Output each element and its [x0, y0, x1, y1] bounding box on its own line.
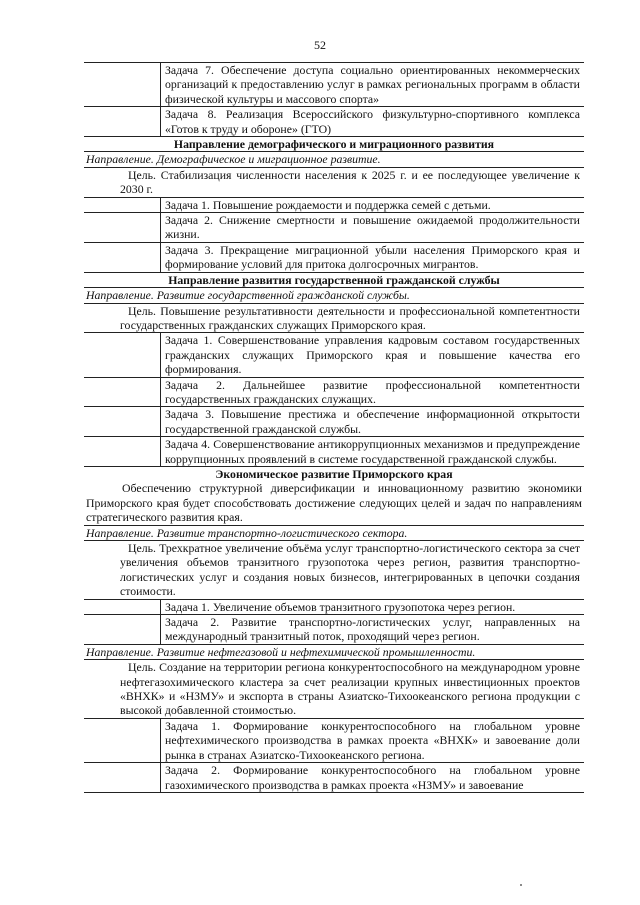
section-heading: Направление демографического и миграционного развития — [84, 137, 584, 152]
task-text: Задача 2. Снижение смертности и повышение ожидаемой продолжительности жизни. — [160, 213, 580, 242]
task-row — [84, 437, 584, 467]
scan-speck — [520, 884, 522, 886]
document-body — [84, 62, 584, 793]
task-text: Задача 1. Повышение рождаемости и поддержка семей с детьми. — [160, 198, 580, 212]
task-row — [84, 62, 584, 107]
task-row — [84, 378, 584, 408]
task-text: Задача 2. Развитие транспортно-логистических услуг, направленных на международный транзитный поток, проходящий через регион. — [160, 615, 580, 644]
task-text: Задача 7. Обеспечение доступа социально ориентированных некоммерческих организаций к предоставлению услуг в рамках региональных программ в области физической культуры и массового спорта» — [160, 63, 580, 106]
task-row — [84, 763, 584, 793]
task-row — [84, 719, 584, 763]
task-text: Задача 3. Повышение престижа и обеспечение информационной открытости государственной гражданской службы. — [160, 407, 580, 436]
task-text: Задача 4. Совершенствование антикоррупционных механизмов и предупреждение коррупционных проявлений в системе государственной гражданской службы. — [160, 437, 580, 466]
task-row — [84, 407, 584, 437]
section-heading: Направление развития государственной гражданской службы — [84, 273, 584, 288]
direction-label: Направление. Развитие транспортно-логистического сектора. — [84, 525, 584, 541]
goal-text: Цель. Создание на территории региона конкурентоспособного на международном уровне нефтегазохимического кластера за счет реализации крупных инвестиционных проектов «ВНХК» и «НЗМУ» и экспорта в страны Азиатско-Тихоокеанского региона продукции с высокой добавленной стоимостью. — [84, 660, 584, 719]
task-row — [84, 107, 584, 137]
task-text: Задача 1. Формирование конкурентоспособного на глобальном уровне нефтехимического производства в рамках проекта «ВНХК» и завоевание доли рынка в странах Азиатско-Тихоокеанского региона. — [160, 719, 580, 762]
task-row — [84, 600, 584, 615]
task-row — [84, 213, 584, 243]
goal-text: Цель. Стабилизация численности населения к 2025 г. и ее последующее увеличение к 2030 г. — [84, 168, 584, 198]
direction-label: Направление. Развитие нефтегазовой и нефтехимической промышленности. — [84, 645, 584, 660]
page-number: 52 — [314, 38, 326, 52]
task-text: Задача 2. Дальнейшее развитие профессиональной компетентности государственных гражданских служащих. — [160, 378, 580, 407]
economy-title: Экономическое развитие Приморского края — [215, 466, 453, 481]
task-text: Задача 1. Увеличение объемов транзитного грузопотока через регион. — [160, 600, 580, 614]
task-text: Задача 1. Совершенствование управления кадровым составом государственных гражданских служащих Приморского края и повышение качества его формирования. — [160, 333, 580, 376]
task-row — [84, 243, 584, 273]
goal-text: Цель. Трехкратное увеличение объёма услуг транспортно-логистического сектора за счет увеличения объемов транзитного грузопотока через регион, развития транспортно-логистических услуг и создания новых бизнесов, интегрированных в цепочки создания стоимости. — [84, 541, 584, 600]
goal-text: Цель. Повышение результативности деятельности и профессиональной компетентности государственных гражданских служащих Приморского края. — [84, 304, 584, 334]
task-row — [84, 333, 584, 377]
task-row — [84, 615, 584, 645]
task-row — [84, 198, 584, 213]
task-text: Задача 3. Прекращение миграционной убыли населения Приморского края и формирование условий для притока долгосрочных мигрантов. — [160, 243, 580, 272]
economy-intro: Обеспечению структурной диверсификации и инновационному развитию экономики Приморского края будет способствовать достижение следующих целей и задач по направлениям стратегического развития края. — [86, 481, 582, 525]
direction-label: Направление. Развитие государственной гражданской службы. — [84, 288, 584, 303]
task-text: Задача 8. Реализация Всероссийского физкультурно-спортивного комплекса «Готов к труду и обороне» (ГТО) — [160, 107, 580, 136]
task-text: Задача 2. Формирование конкурентоспособного на глобальном уровне газохимического производства в рамках проекта «НЗМУ» и завоевание — [160, 763, 580, 792]
direction-label: Направление. Демографическое и миграционное развитие. — [84, 152, 584, 167]
